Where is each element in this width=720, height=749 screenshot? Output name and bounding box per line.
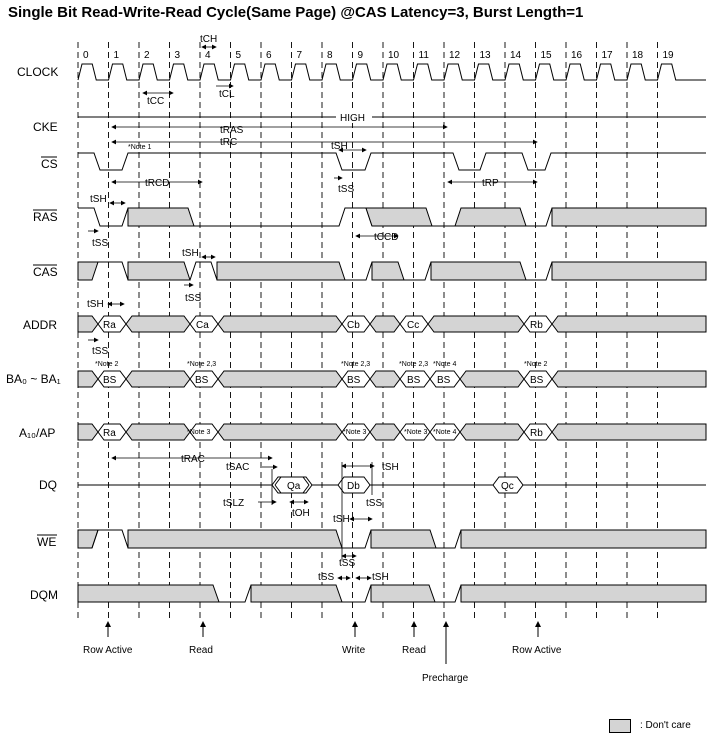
clock-number: 14	[510, 50, 522, 61]
tsh-dq-label: tSH	[382, 462, 399, 473]
ba-bs-4: BS	[407, 375, 421, 386]
dq-db: Db	[347, 481, 360, 492]
clock-number: 6	[266, 50, 272, 61]
clock-number: 5	[235, 50, 242, 61]
tsh-cas-label: tSH	[182, 248, 199, 259]
addr-cc: Cc	[407, 320, 420, 331]
diagram-title: Single Bit Read-Write-Read Cycle(Same Page) @CAS Latency=3, Burst Length=1	[8, 4, 584, 21]
cmd-read-1: Read	[189, 645, 213, 656]
tsh-dqm-label: tSH	[372, 572, 389, 583]
tsac-label: tSAC	[226, 462, 250, 473]
tss-cs-label: tSS	[338, 184, 355, 195]
cas-label: CAS	[33, 265, 58, 279]
addr-ra: Ra	[103, 320, 116, 331]
cs-label: CS	[41, 157, 58, 171]
clock-label: CLOCK	[17, 65, 59, 79]
cke-label: CKE	[33, 120, 58, 134]
note2-ba-6: *Note 2	[524, 361, 548, 368]
ba-waveform	[78, 371, 706, 387]
clock-number: 0	[83, 50, 89, 61]
clock-waveform	[78, 64, 706, 80]
addr-label: ADDR	[23, 318, 58, 332]
clock-number: 18	[632, 50, 644, 61]
note4-a10-4: *Note 4	[433, 429, 457, 436]
tss-we-label: tSS	[339, 558, 356, 569]
tsh-addr-label: tSH	[87, 299, 104, 310]
clock-number: 9	[357, 50, 364, 61]
note2-ba-1: *Note 2	[95, 361, 119, 368]
a10-rb: Rb	[530, 428, 543, 439]
cmd-read-2: Read	[402, 645, 426, 656]
clock-number: 10	[388, 50, 400, 61]
cke-high-label: HIGH	[340, 113, 365, 124]
tccd-label: tCCD	[374, 232, 399, 243]
clock-number: 15	[540, 50, 552, 61]
tch-label: tCH	[200, 34, 218, 45]
tcc-label: tCC	[147, 96, 165, 107]
cmd-row-active-2: Row Active	[512, 645, 562, 656]
dont-care-swatch	[609, 719, 631, 733]
tss-cas-label: tSS	[185, 293, 202, 304]
clock-number: 3	[174, 50, 181, 61]
clock-number: 19	[662, 50, 674, 61]
addr-rb: Rb	[530, 320, 543, 331]
addr-ca: Ca	[196, 320, 209, 331]
ba-bs-6: BS	[530, 375, 544, 386]
note3-a10-3: *Note 3	[404, 429, 428, 436]
clock-number: 12	[449, 50, 461, 61]
dont-care-legend: : Don't care	[640, 720, 691, 731]
a10-label: A₁₀/AP	[19, 426, 56, 440]
clock-number: 16	[571, 50, 583, 61]
trcd-label: tRCD	[145, 178, 170, 189]
tsh-cs-label: tSH	[331, 141, 348, 152]
cmd-row-active-1: Row Active	[83, 645, 133, 656]
note4-ba-5: *Note 4	[433, 361, 457, 368]
note3-a10-1: *Note 3	[187, 429, 211, 436]
we-waveform	[78, 530, 706, 548]
addr-waveform	[78, 316, 706, 332]
dq-label: DQ	[39, 478, 57, 492]
tslz-label: tSLZ	[223, 498, 245, 509]
dq-qa: Qa	[287, 481, 301, 492]
note1-cs: *Note 1	[128, 144, 152, 151]
clock-number: 2	[144, 50, 150, 61]
ba-bs-5: BS	[437, 375, 451, 386]
we-label: WE	[37, 535, 57, 549]
note3-a10-2: *Note 3	[343, 429, 367, 436]
cs-waveform	[78, 153, 706, 170]
clock-number: 17	[601, 50, 613, 61]
clock-number: 7	[296, 50, 303, 61]
note23-ba-4: *Note 2,3	[399, 361, 429, 368]
cas-waveform	[78, 262, 706, 280]
ba-label: BA₀ ~ BA₁	[6, 372, 61, 386]
tcl-label: tCL	[219, 89, 235, 100]
tss-dqm-label: tSS	[318, 572, 335, 583]
toh-label: tOH	[292, 508, 310, 519]
ba-bs-3: BS	[347, 375, 361, 386]
ba-bs-2: BS	[195, 375, 209, 386]
ras-waveform	[78, 208, 706, 226]
cmd-write: Write	[342, 645, 366, 656]
trp-label: tRP	[482, 178, 499, 189]
a10-ra: Ra	[103, 428, 116, 439]
note23-ba-2: *Note 2,3	[187, 361, 217, 368]
trc-label: tRC	[220, 137, 238, 148]
clock-number: 8	[327, 50, 333, 61]
clock-number: 11	[418, 50, 429, 61]
addr-cb: Cb	[347, 320, 360, 331]
ras-label: RAS	[33, 210, 58, 224]
tsh-we-label: tSH	[333, 514, 350, 525]
dqm-waveform	[78, 585, 706, 602]
dqm-label: DQM	[30, 588, 58, 602]
clock-number: 13	[479, 50, 491, 61]
tsh-ras-label: tSH	[90, 194, 107, 205]
tss-dq-label: tSS	[366, 498, 383, 509]
tss-ras-label: tSS	[92, 238, 109, 249]
ba-bs-1: BS	[103, 375, 117, 386]
tras-label: tRAS	[220, 125, 244, 136]
clock-number: 4	[205, 50, 211, 61]
trac-label: tRAC	[181, 454, 205, 465]
a10-waveform	[78, 424, 706, 440]
tss-addr-label: tSS	[92, 346, 109, 357]
cmd-precharge: Precharge	[422, 673, 469, 684]
dq-waveform	[78, 477, 706, 493]
dq-qc: Qc	[501, 481, 514, 492]
clock-number: 1	[113, 50, 120, 61]
note23-ba-3: *Note 2,3	[341, 361, 371, 368]
